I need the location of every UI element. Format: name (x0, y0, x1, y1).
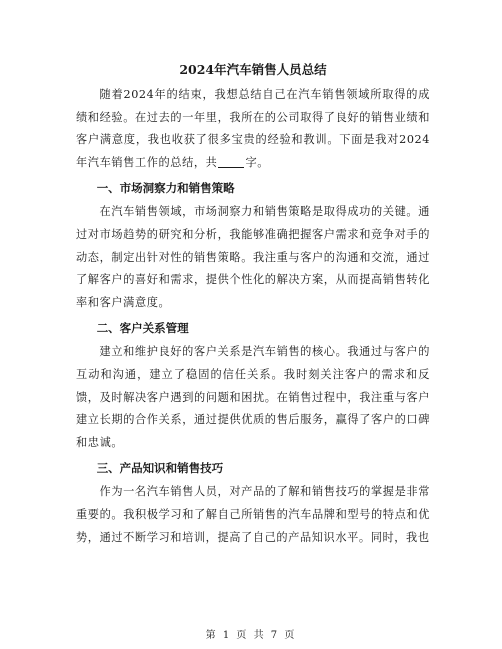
section-heading-3: 三、产品知识和销售技巧 (96, 461, 224, 476)
section-1-paragraph: 在汽车销售领域，市场洞察力和销售策略是取得成功的关键。通过对市场趋势的研究和分析，我能够准确把握客户需求和竞争对手的动态，制定出针对性的销售策略。我注重与客户的沟通和交流，通过了解客户的喜好和需求，提供个性化的解决方案，从而提高销售转化率和客户满意度。 (76, 205, 430, 309)
section-heading-2: 二、客户关系管理 (96, 321, 189, 336)
intro-text: 随着2024年的结束，我想总结自己在汽车销售领域所取得的成绩和经验。在过去的一年里，我所在的公司取得了良好的销售业绩和客户满意度，我也收获了很多宝贵的经验和教训。下面是我对2024年汽车销售工作的总结，共 (76, 88, 430, 169)
footer-current-page: 1 (222, 630, 232, 641)
footer-total-pages: 7 (270, 630, 280, 641)
word-count-blank (218, 155, 244, 168)
intro-paragraph (76, 84, 430, 174)
document-title: 2024年汽车销售人员总结 (179, 62, 327, 77)
footer-prefix: 第 (205, 630, 218, 641)
page-footer (0, 630, 502, 642)
footer-suffix: 页 (284, 630, 297, 641)
section-2-paragraph: 建立和维护良好的客户关系是汽车销售的核心。我通过与客户的互动和沟通，建立了稳固的信任关系。我时刻关注客户的需求和反馈，及时解决客户遇到的问题和困扰。在销售过程中，我注重与客户建立长期的合作关系，通过提供优质的售后服务，赢得了客户的口碑和忠诚。 (76, 345, 430, 449)
footer-mid1: 页 (236, 630, 249, 641)
section-3-paragraph: 作为一名汽车销售人员，对产品的了解和销售技巧的掌握是非常重要的。我积极学习和了解自己所销售的汽车品牌和型号的特点和优势，通过不断学习和培训，提高了自己的产品知识水平。同时，我也 (76, 485, 430, 544)
section-heading-1: 一、市场洞察力和销售策略 (96, 181, 235, 196)
intro-text-end: 字。 (245, 155, 270, 169)
footer-mid2: 共 (253, 630, 266, 641)
